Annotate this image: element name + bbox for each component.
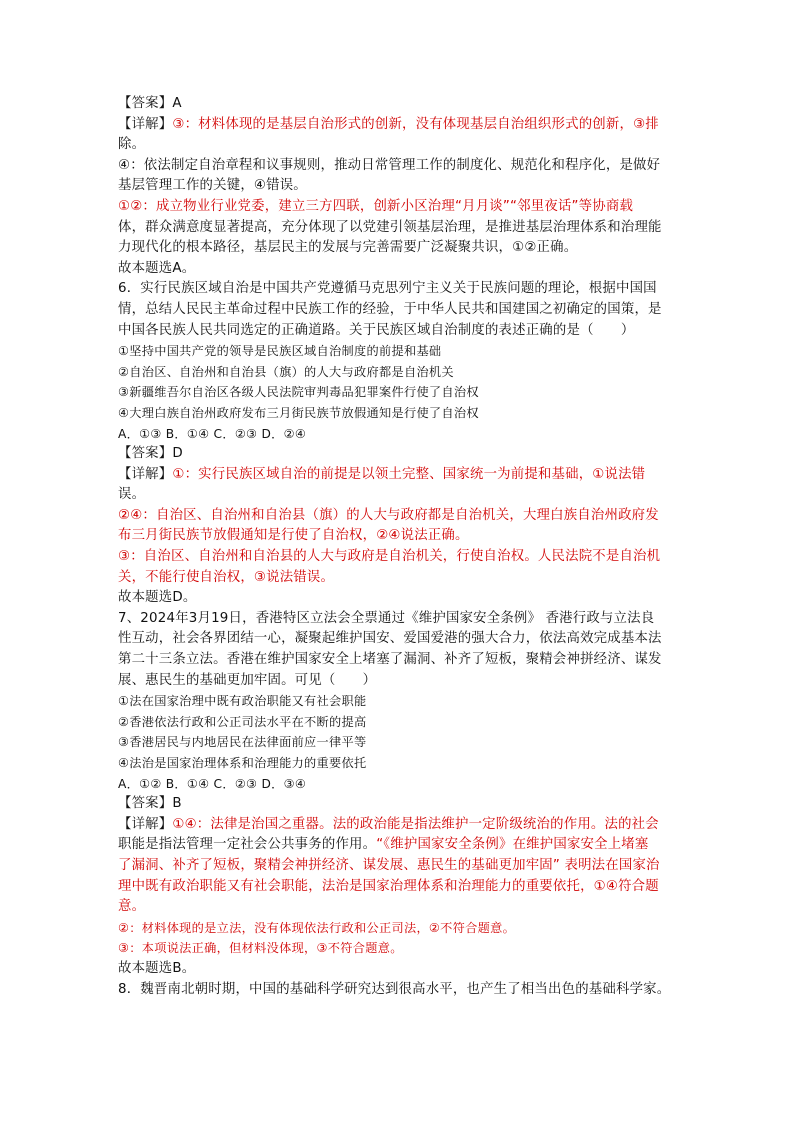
text-line: [118, 691, 678, 712]
text-line: [118, 444, 678, 465]
text-span: 基层管理工作的关键，④错误。: [118, 178, 307, 194]
text-line: [118, 506, 678, 527]
text-span: 情，总结人民民主革命过程中民族工作的经验，于中华人民共和国建国之初确定的国策，是: [118, 301, 662, 317]
text-line: [118, 526, 678, 547]
text-span: ②：材料体现的是立法，没有体现依法行政和公正司法，②不符合题意。: [118, 920, 516, 935]
text-line: [118, 568, 678, 589]
text-line: [118, 341, 678, 362]
text-line: [118, 980, 678, 1001]
text-span: ③香港居民与内地居民在法律面前应一律平等: [118, 735, 367, 750]
text-line: [118, 671, 678, 692]
text-span: ③：材料体现的是基层自治形式的创新，没有体现基层自治组织形式的创新，③排: [172, 116, 659, 132]
text-span: 体，群众满意度显著提高，充分体现了以党建引领基层治理，是推进基层治理体系和治理能: [118, 219, 662, 235]
text-span: 【答案】B: [118, 796, 182, 812]
text-line: [118, 547, 678, 568]
text-span: 了漏洞、补齐了短板，聚精会神拼经济、谋发展、惠民生的基础更加牢固”: [118, 857, 561, 873]
text-line: [118, 382, 678, 403]
text-line: [118, 609, 678, 630]
text-span: 表明法在国家治: [560, 857, 660, 873]
text-span: ④：依法制定自治章程和议事规则，推动日常管理工作的制度化、规范化和程序化，是做好: [118, 157, 661, 173]
text-span: ①④符合题: [593, 878, 659, 894]
text-span: 故本题选D。: [118, 590, 197, 606]
text-line: [118, 465, 678, 486]
text-span: ③：自治区、自治州和自治县的人大与政府是自治机关，行使自治权。人民法院不是自治机: [118, 549, 661, 565]
text-line: [118, 238, 678, 259]
text-line: [118, 94, 678, 115]
text-line: [118, 959, 678, 980]
text-line: [118, 774, 678, 795]
text-span: 性互动，社会各界团结一心，凝聚起维护国安、爱国爱港的强大合力，依法高效完成基本法: [118, 631, 662, 647]
text-span: 误。: [118, 487, 146, 503]
text-span: 除。: [118, 137, 146, 153]
text-span: 意。: [118, 899, 146, 915]
text-line: [118, 835, 678, 856]
text-span: ④法治是国家治理体系和治理能力的重要依托: [118, 756, 367, 770]
text-span: ①④：法律是治国之重器。法的政治能是指法维护一定阶级统治的作用。法的社会: [172, 816, 659, 832]
text-line: [118, 650, 678, 671]
text-span: 【答案】A: [118, 96, 182, 111]
text-span: 【详解】: [118, 116, 173, 132]
text-span: ①：实行民族区域自治的前提是以领土完整、国家统一为前提和基础，①说法错: [172, 466, 646, 482]
text-line: [118, 856, 678, 877]
text-line: [118, 218, 678, 239]
text-span: 故本题选B。: [118, 960, 196, 976]
text-span: 职能是指法管理一定社会公共事务的作用。: [118, 837, 377, 853]
text-span: 力现代化的根本路径，基层民主的发展与完善需要广泛凝聚共识，①②正确。: [118, 240, 578, 256]
text-line: [118, 156, 678, 177]
text-line: [118, 588, 678, 609]
text-line: [118, 176, 678, 197]
text-line: [118, 794, 678, 815]
text-span: 【详解】: [118, 816, 173, 832]
text-line: [118, 918, 678, 939]
text-span: “《维护国家安全条例》在维护国家安全上堵塞: [376, 837, 649, 853]
text-span: ①②：成立物业行业党委，建立三方四联，创新小区治理“月月谈”“邻里夜话”等协商载: [118, 198, 634, 214]
text-line: [118, 753, 678, 774]
text-span: 【详解】: [118, 466, 173, 482]
text-line: [118, 424, 678, 445]
text-line: [118, 279, 678, 300]
text-span: ①法在国家治理中既有政治职能又有社会职能: [118, 694, 367, 709]
text-span: 理中既有政治职能又有社会职能，法治是国家治理体系和治理能力的重要依托，: [118, 878, 594, 894]
text-span: 第二十三条立法。香港在维护国家安全上堵塞了漏洞、补齐了短板，聚精会神拼经济、谋发: [118, 652, 662, 668]
text-span: ④大理白族自治州政府发布三月街民族节放假通知是行使了自治权: [118, 405, 479, 420]
text-span: A．①② B．①④ C．②③ D．③④: [118, 776, 307, 791]
text-line: [118, 259, 678, 280]
text-line: [118, 815, 678, 836]
document-page: [118, 94, 678, 1000]
text-span: ②香港依法行政和公正司法水平在不断的提高: [118, 714, 367, 729]
text-line: [118, 115, 678, 136]
text-line: [118, 362, 678, 383]
text-line: [118, 197, 678, 218]
text-span: ②自治区、自治州和自治县（旗）的人大与政府都是自治机关: [118, 364, 454, 379]
text-line: [118, 877, 678, 898]
text-line: [118, 403, 678, 424]
text-line: [118, 629, 678, 650]
text-span: ①坚持中国共产党的领导是民族区域自治制度的前提和基础: [118, 344, 442, 359]
text-line: [118, 897, 678, 918]
text-span: 中国各民族人民共同选定的正确道路。关于民族区域自治制度的表述正确的是（ ）: [118, 322, 635, 338]
text-span: 6．实行民族区域自治是中国共产党遵循马克思列宁主义关于民族问题的理论，根据中国国: [118, 281, 657, 297]
text-span: 展、惠民生的基础更加牢固。可见（ ）: [118, 672, 377, 688]
text-span: 布三月街民族节放假通知是行使了自治权，②④说法正确。: [118, 528, 469, 544]
text-span: ③新疆维吾尔自治区各级人民法院审判毒品犯罪案件行使了自治权: [118, 385, 479, 400]
text-line: [118, 732, 678, 753]
text-line: [118, 321, 678, 342]
text-line: [118, 712, 678, 733]
text-line: [118, 135, 678, 156]
text-span: 8．魏晋南北朝时期，中国的基础科学研究达到很高水平，也产生了相当出色的基础科学家。: [118, 981, 671, 997]
text-span: ③：本项说法正确，但材料没体现，③不符合题意。: [118, 941, 403, 956]
text-span: 故本题选A。: [118, 260, 196, 276]
text-span: 关，不能行使自治权，③说法错误。: [118, 569, 335, 585]
text-span: ②④：自治区、自治州和自治县（旗）的人大与政府都是自治机关，大理白族自治州政府发: [118, 507, 659, 523]
text-line: [118, 485, 678, 506]
text-span: A．①③ B．①④ C．②③ D．②④: [118, 426, 307, 441]
text-span: 7、2024年3月19日，香港特区立法会全票通过《维护国家安全条例》 香港行政与立法良: [118, 610, 655, 626]
text-line: [118, 938, 678, 959]
text-span: 【答案】D: [118, 446, 183, 462]
text-line: [118, 300, 678, 321]
